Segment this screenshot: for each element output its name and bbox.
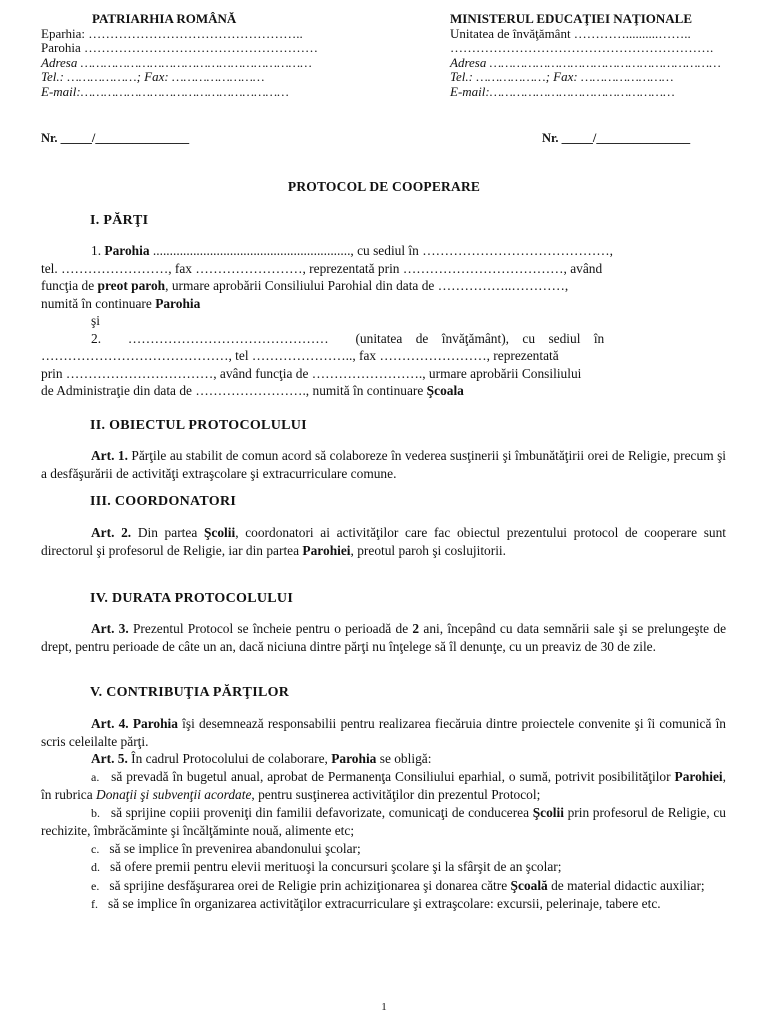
registration-number-left: Nr. _____/_______________ <box>41 131 190 145</box>
eparchy-line: Eparhia: ………………………………………….. <box>41 25 303 41</box>
phone-fax-line: Tel.: ………………; Fax: …………………… <box>41 69 265 85</box>
article-text: Părţile au stabilit de comun acord să colaboreze în vederea susţinerii şi îmbunătăţirii orei de Religie, precum şi a desfăşurării de activităţi extraşcolare şi extracurriculare comune. <box>41 448 727 481</box>
party-2-line-1: 2. ……………………………………… (unitatea de învăţământ), cu sediul în <box>91 330 605 346</box>
party-1-line-3: funcţia de preot paroh, urmare aprobării Consiliului Parohial din data de ……………..…………, <box>41 278 569 293</box>
article-label: Art. 3. <box>91 621 129 636</box>
and-conjunction: şi <box>91 313 100 328</box>
list-item-a: a. să prevadă în bugetul anual, aprobat de Permanenţa Consiliului eparhial, o sumă, potrivit posibilităţilor Parohiei, în rubrica Donaţii şi subvenţii acordate, pentru susţinerea activităţilor din prezentul Protocol; <box>41 768 726 802</box>
party-number: 1. <box>91 243 102 258</box>
section-heading-contributia: V. CONTRIBUŢIA PĂRŢILOR <box>90 685 290 700</box>
article-label: Art. 5. <box>91 751 128 766</box>
header-left-block <box>41 12 341 100</box>
school-unit-line: Unitatea de învăţământ …………..........…….. <box>450 25 691 41</box>
party-name: Parohia <box>104 243 150 258</box>
section-heading-obiect: II. OBIECTUL PROTOCOLULUI <box>90 418 307 433</box>
page-number: 1 <box>381 1001 387 1013</box>
party-1-line-1: ..........................................................., cu sediul în ……………………………………, <box>152 243 614 258</box>
list-item-d: d. să ofere premii pentru elevii merituoşi la concursuri şcolare şi la sfârşit de an şcolar; <box>91 859 562 874</box>
party-2-line-3: prin ……………………………, având funcţia de ……………………., urmare aprobării Consiliului <box>41 365 582 381</box>
list-item-f: f. să se implice în organizarea activităţilor extracurriculare şi extraşcolare: excursii, pelerinaje, tabere etc. <box>91 896 661 911</box>
article-1 <box>41 447 726 482</box>
address-line: Adresa …………………………………………………… <box>41 54 312 70</box>
party-1-line-4: numită în continuare Parohia <box>41 295 201 311</box>
list-item-b: b. să sprijine copiii proveniţi din familii defavorizate, comunicaţi de conducerea Şcolii prin profesorul de Religie, cu rechizite, îmbrăcăminte şi încălţăminte nouă, alimente etc; <box>41 804 726 838</box>
article-2: Art. 2. Din partea Şcolii, coordonatori ai activităţilor care fac obiectul prezentului protocol de cooperare sunt directorul şi profesorul de Religie, iar din partea Parohiei, preotul paroh şi coslujitorii. <box>41 525 727 558</box>
section-heading-durata: IV. DURATA PROTOCOLULUI <box>90 591 294 606</box>
party-2-line-4: de Administraţie din data de ……………………., numită în continuare Şcoala <box>41 383 464 398</box>
article-4: Art. 4. Parohia îşi desemnează responsabilii pentru realizarea fiecăruia dintre proiectele convenite şi îi comunică în scris celeilalte părţi. <box>41 716 726 749</box>
email-line: E-mail:……………………………………………… <box>41 83 289 99</box>
article-3: Art. 3. Prezentul Protocol se încheie pentru o perioadă de 2 ani, începând cu data semnării sale şi se prelungeşte de drept, pentru perioade de câte un an, dacă niciuna dintre părţi nu înţelege să îl denunţe, cu un preaviz de 30 de zile. <box>41 621 727 654</box>
party-2-line-2: ……………………………………, tel ………………….., fax ……………………, reprezentată <box>41 348 559 363</box>
party-1-line-2: tel. ……………………, fax ……………………, reprezentată prin ………………………………, având <box>41 260 603 276</box>
article-label: Art. 2. <box>91 525 132 540</box>
section-heading-parti: I. PĂRŢI <box>90 213 149 228</box>
article-5: Art. 5. În cadrul Protocolului de colaborare, Parohia se obligă: a. să prevadă în bugetul anual, aprobat de Permanenţa Consiliului eparhial, o sumă, potrivit posibilităţilor Parohiei, în rubrica Donaţii şi subvenţii acordate, pentru susţinerea activităţilor din prezentul Protocol; b. să sprijine copiii proveniţi din familii defavorizate, comunicaţi de conducerea Şcolii prin profesorul de Religie, cu rechizite, îmbrăcăminte şi încălţăminte nouă, alimente etc; c. să se implice în prevenirea abandonului şcolar; d. să ofere premii pentru elevii merituoşi la concursuri şcolare şi la sfârşit de an şcolar; e. să sprijine desfăşurarea orei de Religie prin achiziţionarea şi donarea către Şcoală de material didactic auxiliar; f. să se implice în organizarea activităţilor extracurriculare şi extraşcolare: excursii, pelerinaje, tabere etc. <box>41 750 726 914</box>
section-heading-coordonatori: III. COORDONATORI <box>90 494 237 509</box>
document-title: PROTOCOL DE COOPERARE <box>287 179 481 194</box>
list-item-c: c. să se implice în prevenirea abandonului şcolar; <box>91 840 361 856</box>
school-unit-line-2: ……………………………………………………. <box>450 40 714 56</box>
ministry-title: MINISTERUL EDUCAŢIEI NAŢIONALE <box>450 11 692 26</box>
registration-number-right: Nr. _____/_______________ <box>542 131 691 145</box>
list-item-e: e. să sprijine desfăşurarea orei de Religie prin achiziţionarea şi donarea către Şcoală de material didactic auxiliar; <box>91 877 705 893</box>
header-right-block <box>450 12 740 100</box>
article-label: Art. 1. <box>91 448 128 463</box>
patriarchy-title: PATRIARHIA ROMÂNĂ <box>92 11 237 26</box>
parti-paragraph-1 <box>41 242 726 400</box>
phone-fax-line: Tel.: ………………; Fax: …………………… <box>450 69 674 85</box>
parish-line: Parohia ……………………………………………… <box>41 40 318 56</box>
email-line: E-mail:………………………………………… <box>450 83 675 99</box>
address-line: Adresa …………………………………………………… <box>450 54 721 70</box>
article-label: Art. 4. <box>91 716 129 731</box>
